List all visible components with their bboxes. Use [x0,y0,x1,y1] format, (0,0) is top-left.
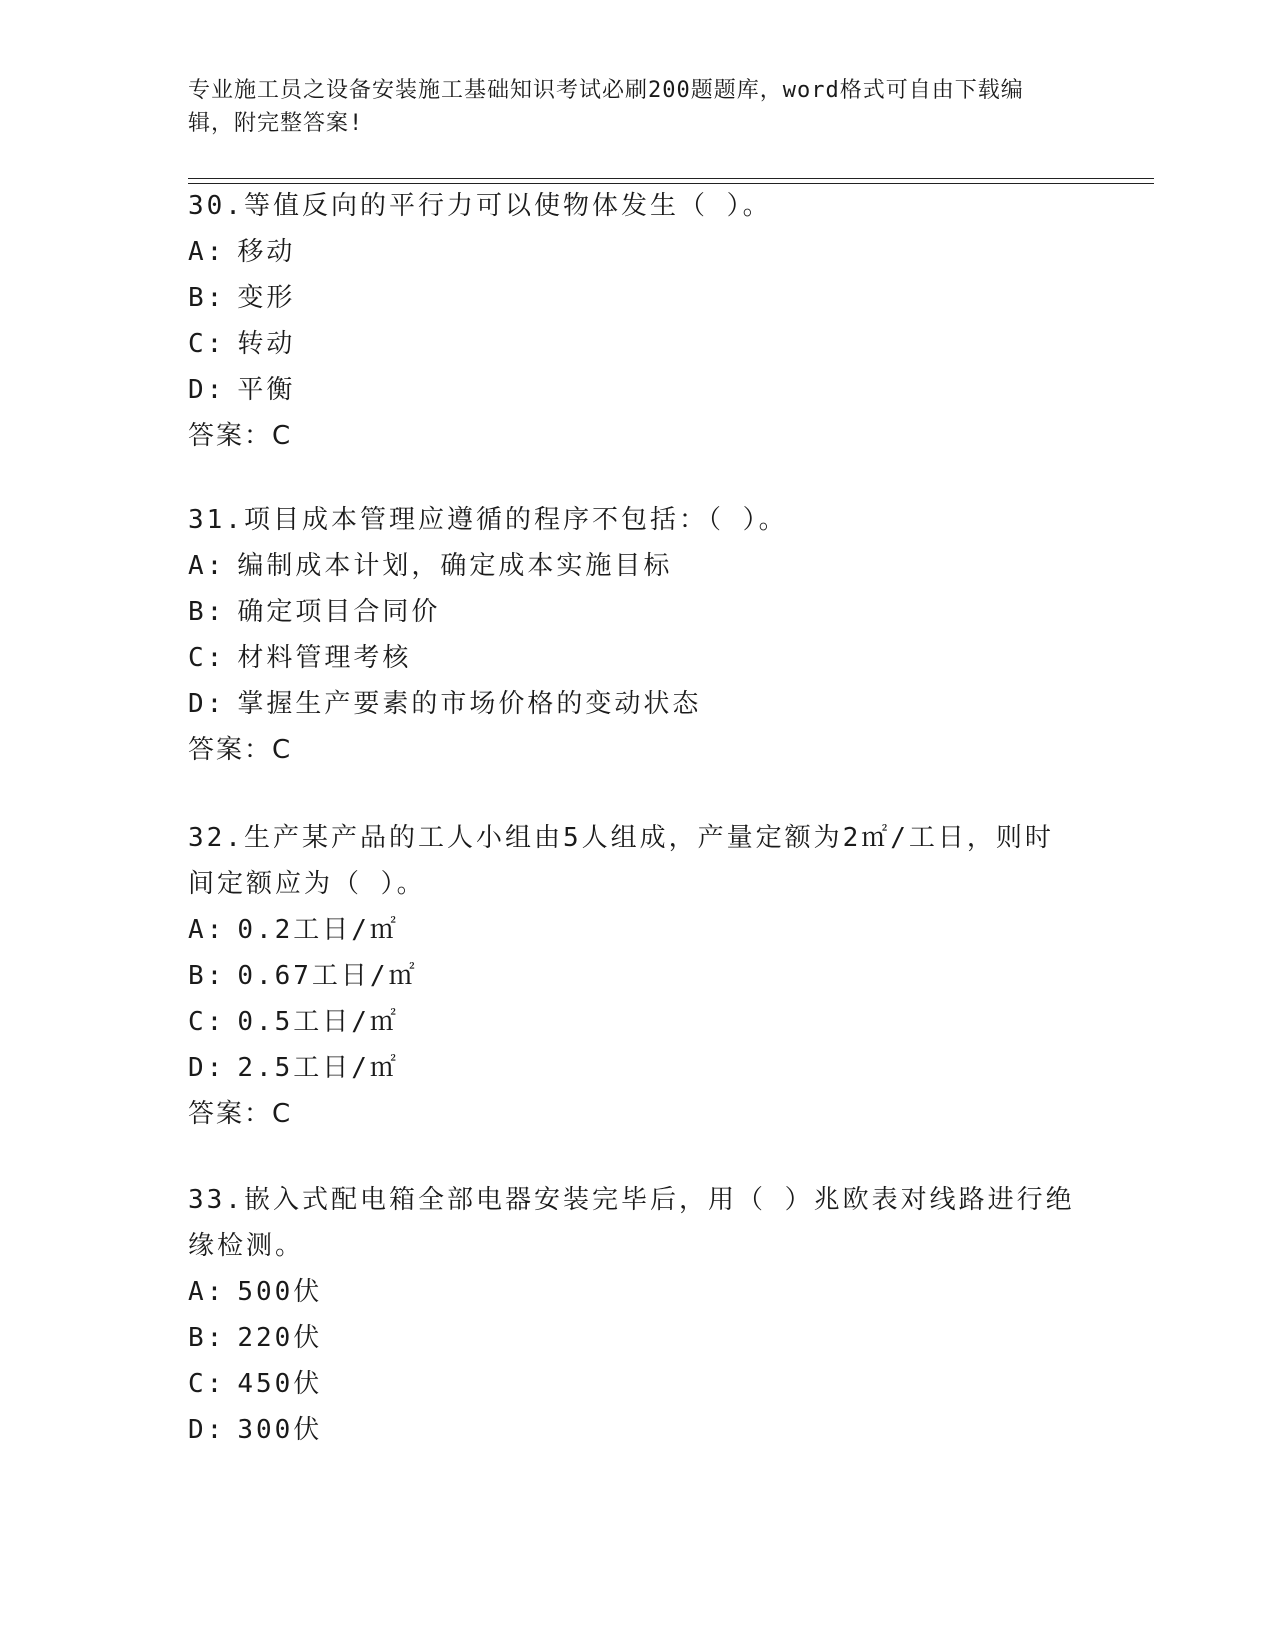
option-label: B: [188,283,226,313]
option-text: 确定项目合同价 [237,597,441,627]
option-text: 300伏 [237,1415,323,1445]
option-d [188,681,1088,727]
option-d [188,367,1088,413]
option-a [188,907,1088,953]
question-33 [188,1177,1088,1453]
option-b [188,589,1088,635]
option-text: 0.2工日/㎡ [237,915,399,945]
question-31 [188,497,1088,773]
option-text: 500伏 [237,1277,323,1307]
option-text: 0.5工日/㎡ [237,1007,399,1037]
option-d [188,1045,1088,1091]
option-label: C: [188,1007,226,1037]
option-c [188,1361,1088,1407]
option-label: D: [188,689,226,719]
option-label: A: [188,915,226,945]
option-label: B: [188,961,226,991]
option-label: B: [188,1323,226,1353]
option-a [188,1269,1088,1315]
option-label: A: [188,237,226,267]
answer-line: 答案：C [188,421,293,451]
option-text: 转动 [237,329,296,359]
option-text: 0.67工日/㎡ [237,961,418,991]
option-text: 平衡 [237,375,296,405]
option-c [188,321,1088,367]
option-label: D: [188,1053,226,1083]
question-stem: 30.等值反向的平行力可以使物体发生（ ）。 [188,191,772,221]
question-stem: 32.生产某产品的工人小组由5人组成，产量定额为2㎡/工日，则时间定额应为（ ）。 [188,823,1054,899]
question-30 [188,183,1088,459]
option-text: 编制成本计划，确定成本实施目标 [237,551,673,581]
option-label: D: [188,1415,226,1445]
option-b [188,1315,1088,1361]
option-text: 450伏 [237,1369,323,1399]
option-label: C: [188,1369,226,1399]
question-stem: 33.嵌入式配电箱全部电器安装完毕后，用（ ）兆欧表对线路进行绝缘检测。 [188,1185,1075,1261]
question-stem: 31.项目成本管理应遵循的程序不包括：（ ）。 [188,505,788,535]
option-text: 移动 [237,237,296,267]
option-label: A: [188,1277,226,1307]
question-32 [188,815,1088,1137]
option-d [188,1407,1088,1453]
option-label: D: [188,375,226,405]
option-text: 材料管理考核 [237,643,412,673]
option-a [188,229,1088,275]
option-text: 220伏 [237,1323,323,1353]
answer-line: 答案：C [188,735,293,765]
option-c [188,635,1088,681]
option-b [188,275,1088,321]
option-label: C: [188,329,226,359]
option-label: A: [188,551,226,581]
header-divider-top [188,178,1154,179]
option-label: B: [188,597,226,627]
option-label: C: [188,643,226,673]
document-header: 专业施工员之设备安装施工基础知识考试必刷200题题库，word格式可自由下载编辑，附完整答案! [188,78,1024,136]
option-text: 变形 [237,283,296,313]
option-a [188,543,1088,589]
option-text: 2.5工日/㎡ [237,1053,399,1083]
option-text: 掌握生产要素的市场价格的变动状态 [237,689,702,719]
option-c [188,999,1088,1045]
option-b [188,953,1088,999]
answer-line: 答案：C [188,1099,293,1129]
